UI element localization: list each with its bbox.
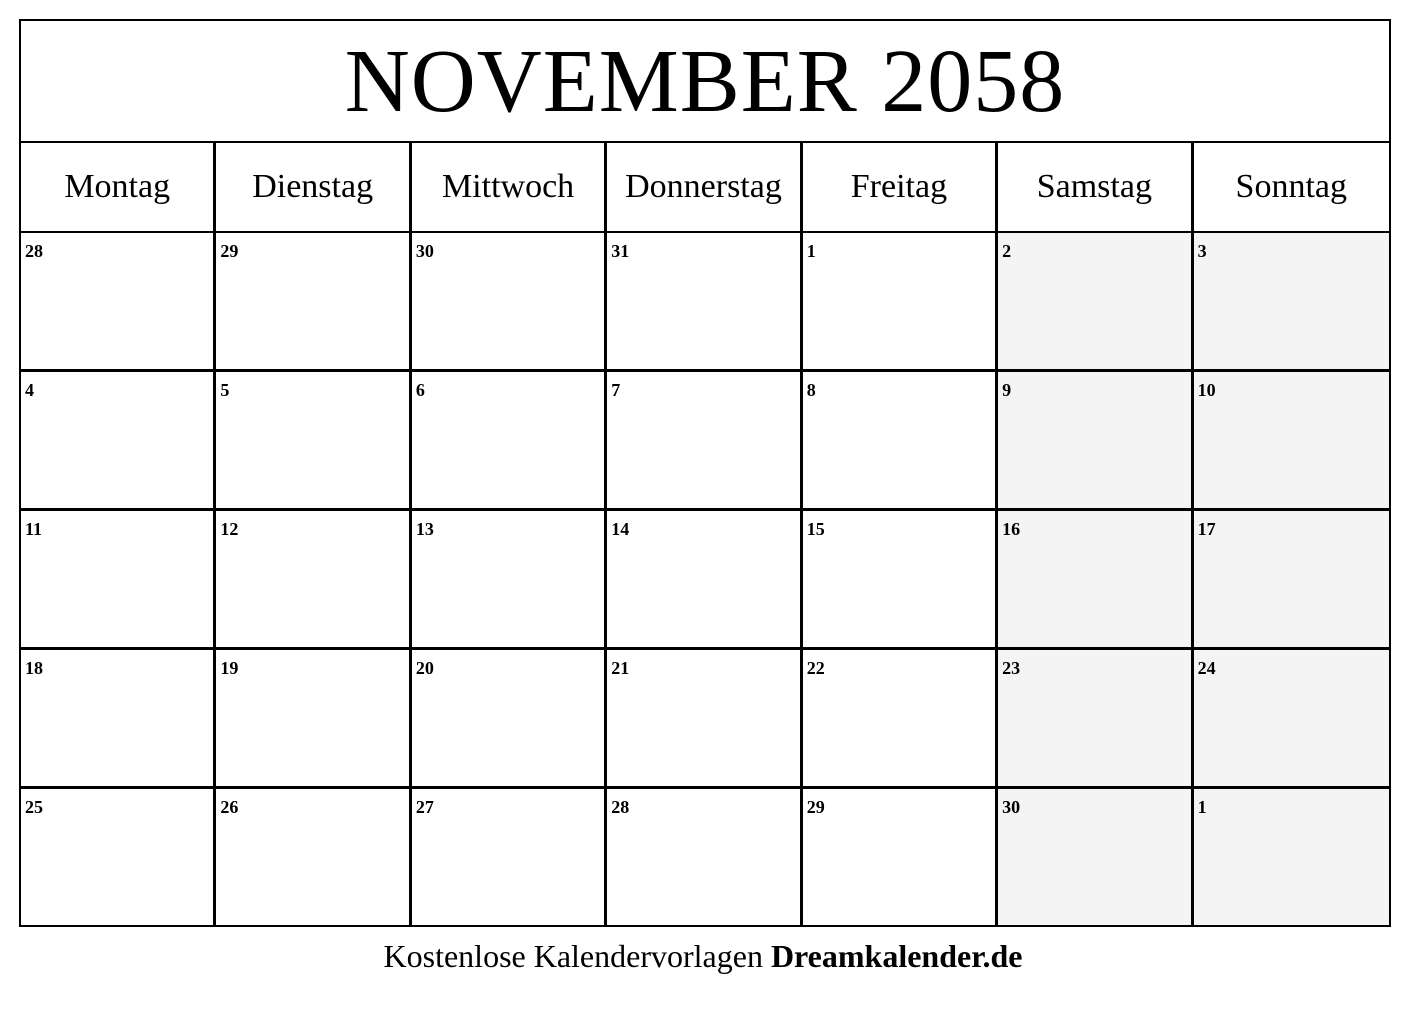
- day-cell: [803, 511, 998, 647]
- weekday-friday: Freitag: [803, 143, 998, 231]
- day-cell: [21, 233, 216, 369]
- day-cell: [998, 511, 1193, 647]
- day-number: 20: [415, 658, 434, 678]
- week-row: [21, 372, 1389, 511]
- day-number: 1: [806, 241, 816, 261]
- day-number: 25: [25, 797, 43, 817]
- day-number: 14: [611, 519, 630, 539]
- day-number: 1: [1197, 797, 1207, 817]
- day-cell: [412, 511, 607, 647]
- day-number: 28: [25, 241, 43, 261]
- day-cell: [607, 789, 802, 925]
- day-cell: [216, 372, 411, 508]
- week-row: [21, 511, 1389, 650]
- day-number: 18: [25, 658, 43, 678]
- day-number: 12: [220, 519, 239, 539]
- day-number: 9: [1002, 380, 1012, 400]
- day-number: 16: [1002, 519, 1021, 539]
- day-number: 29: [220, 241, 239, 261]
- day-cell: [998, 789, 1193, 925]
- day-number: 13: [415, 519, 434, 539]
- weekday-header: [21, 143, 1389, 233]
- calendar-grid: [21, 233, 1389, 925]
- weekday-wednesday: Mittwoch: [412, 143, 607, 231]
- day-number: 30: [1002, 797, 1021, 817]
- footer-brand: Dreamkalender.de: [770, 938, 1023, 974]
- weekday-thursday: Donnerstag: [607, 143, 802, 231]
- weekday-monday: Montag: [21, 143, 216, 231]
- day-cell: [1194, 650, 1389, 786]
- day-number: 26: [220, 797, 239, 817]
- weekday-saturday: Samstag: [998, 143, 1193, 231]
- day-cell: [607, 511, 802, 647]
- day-number: 15: [806, 519, 825, 539]
- day-cell: [216, 789, 411, 925]
- day-number: 27: [415, 797, 434, 817]
- day-cell: [1194, 511, 1389, 647]
- day-cell: [1194, 233, 1389, 369]
- week-row: [21, 789, 1389, 925]
- title-row: [21, 21, 1389, 143]
- day-cell: [803, 789, 998, 925]
- day-cell: [412, 233, 607, 369]
- day-cell: [216, 511, 411, 647]
- day-cell: [1194, 372, 1389, 508]
- day-number: 6: [415, 380, 425, 400]
- day-cell: [998, 233, 1193, 369]
- day-cell: [607, 650, 802, 786]
- day-number: 23: [1002, 658, 1021, 678]
- day-number: 19: [220, 658, 239, 678]
- day-cell: [21, 372, 216, 508]
- day-cell: [21, 650, 216, 786]
- day-number: 11: [25, 519, 43, 539]
- day-cell: [607, 372, 802, 508]
- day-cell: [412, 650, 607, 786]
- footer: [0, 938, 1406, 975]
- footer-text: Kostenlose Kalendervorlagen: [383, 938, 763, 974]
- day-number: 22: [806, 658, 825, 678]
- day-number: 29: [806, 797, 825, 817]
- day-cell: [21, 511, 216, 647]
- day-number: 24: [1197, 658, 1216, 678]
- day-cell: [803, 233, 998, 369]
- day-number: 28: [611, 797, 630, 817]
- day-number: 7: [611, 380, 621, 400]
- day-cell: [216, 650, 411, 786]
- day-number: 8: [806, 380, 816, 400]
- weekday-tuesday: Dienstag: [216, 143, 411, 231]
- day-cell: [803, 372, 998, 508]
- day-number: 17: [1197, 519, 1216, 539]
- day-number: 10: [1197, 380, 1216, 400]
- day-number: 5: [220, 380, 230, 400]
- day-number: 4: [25, 380, 34, 400]
- day-cell: [998, 650, 1193, 786]
- day-number: 30: [415, 241, 434, 261]
- day-number: 31: [611, 241, 630, 261]
- day-cell: [216, 233, 411, 369]
- calendar: [19, 19, 1391, 927]
- day-cell: [1194, 789, 1389, 925]
- day-cell: [412, 372, 607, 508]
- day-cell: [21, 789, 216, 925]
- day-cell: [607, 233, 802, 369]
- day-cell: [412, 789, 607, 925]
- day-cell: [998, 372, 1193, 508]
- week-row: [21, 650, 1389, 789]
- week-row: [21, 233, 1389, 372]
- day-cell: [803, 650, 998, 786]
- day-number: 21: [611, 658, 630, 678]
- day-number: 3: [1197, 241, 1207, 261]
- weekday-sunday: Sonntag: [1235, 168, 1347, 205]
- day-number: 2: [1002, 241, 1012, 261]
- calendar-title: NOVEMBER 2058: [344, 32, 1066, 131]
